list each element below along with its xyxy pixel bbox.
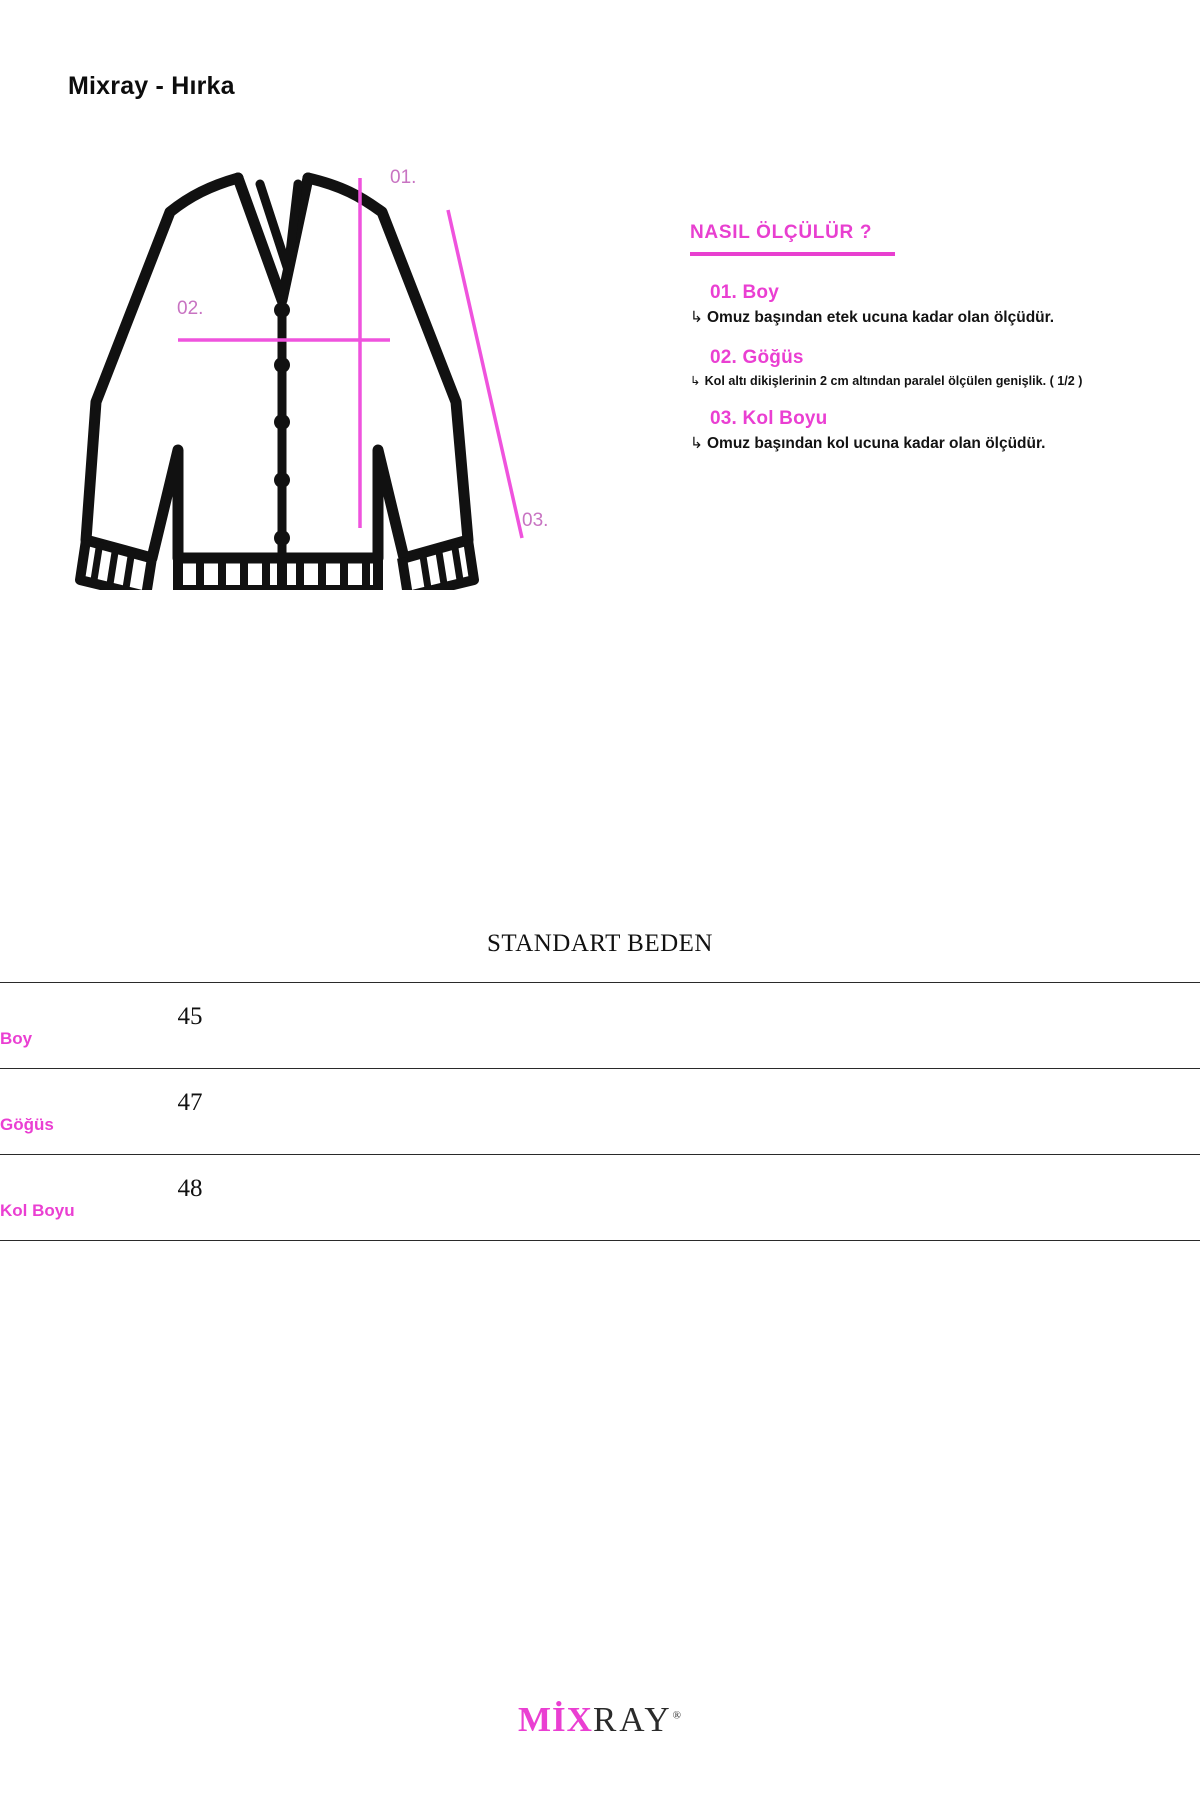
page-title: Mixray - Hırka: [68, 72, 235, 100]
row-label: Göğüs: [0, 1115, 54, 1134]
garment-illustration: [60, 150, 620, 590]
measure-label-01: 01.: [390, 167, 417, 188]
row-value: 47: [177, 1089, 203, 1116]
brand-logo-second: RAY: [592, 1700, 673, 1739]
how-to-measure-panel: [690, 222, 1200, 473]
measure-item-text: Kol altı dikişlerinin 2 cm altından paralel ölçülen genişlik. ( 1/2 ): [704, 374, 1083, 388]
size-column-header: STANDART BEDEN: [487, 930, 713, 957]
row-value: 45: [177, 1003, 203, 1030]
measure-item-boy: [690, 282, 1200, 327]
row-label: Boy: [0, 1029, 33, 1048]
brand-logo-first: MİX: [518, 1700, 593, 1739]
measure-item-description: [690, 434, 1200, 453]
table-row: [0, 982, 1200, 1068]
measure-item-text: Omuz başından kol ucuna kadar olan ölçüdür.: [707, 435, 1046, 452]
measure-item-text: Omuz başından etek ucuna kadar olan ölçüdür.: [707, 309, 1055, 326]
measure-item-heading: 02. Göğüs: [710, 347, 804, 368]
measure-item-heading: 03. Kol Boyu: [710, 408, 828, 429]
how-to-measure-title: NASIL ÖLÇÜLÜR ?: [690, 222, 873, 243]
measure-label-02: 02.: [177, 298, 204, 319]
table-row: [0, 1154, 1200, 1241]
measure-label-03: 03.: [522, 510, 549, 531]
arrow-icon: ↳: [690, 309, 703, 326]
brand-logo: [0, 1700, 1200, 1740]
arrow-icon: ↳: [690, 435, 703, 452]
measure-item-description: [690, 373, 1200, 388]
size-table: [0, 982, 1200, 1241]
table-row: [0, 1068, 1200, 1154]
arrow-icon: ↳: [690, 374, 701, 388]
measure-item-heading: 01. Boy: [710, 282, 779, 303]
measure-item-gogus: [690, 347, 1200, 388]
title-underline: [690, 252, 895, 256]
brand-logo-trademark: ®: [672, 1709, 682, 1722]
measure-item-kol-boyu: [690, 408, 1200, 453]
measure-item-description: [690, 308, 1200, 327]
row-value: 48: [177, 1175, 203, 1202]
row-label: Kol Boyu: [0, 1201, 75, 1220]
